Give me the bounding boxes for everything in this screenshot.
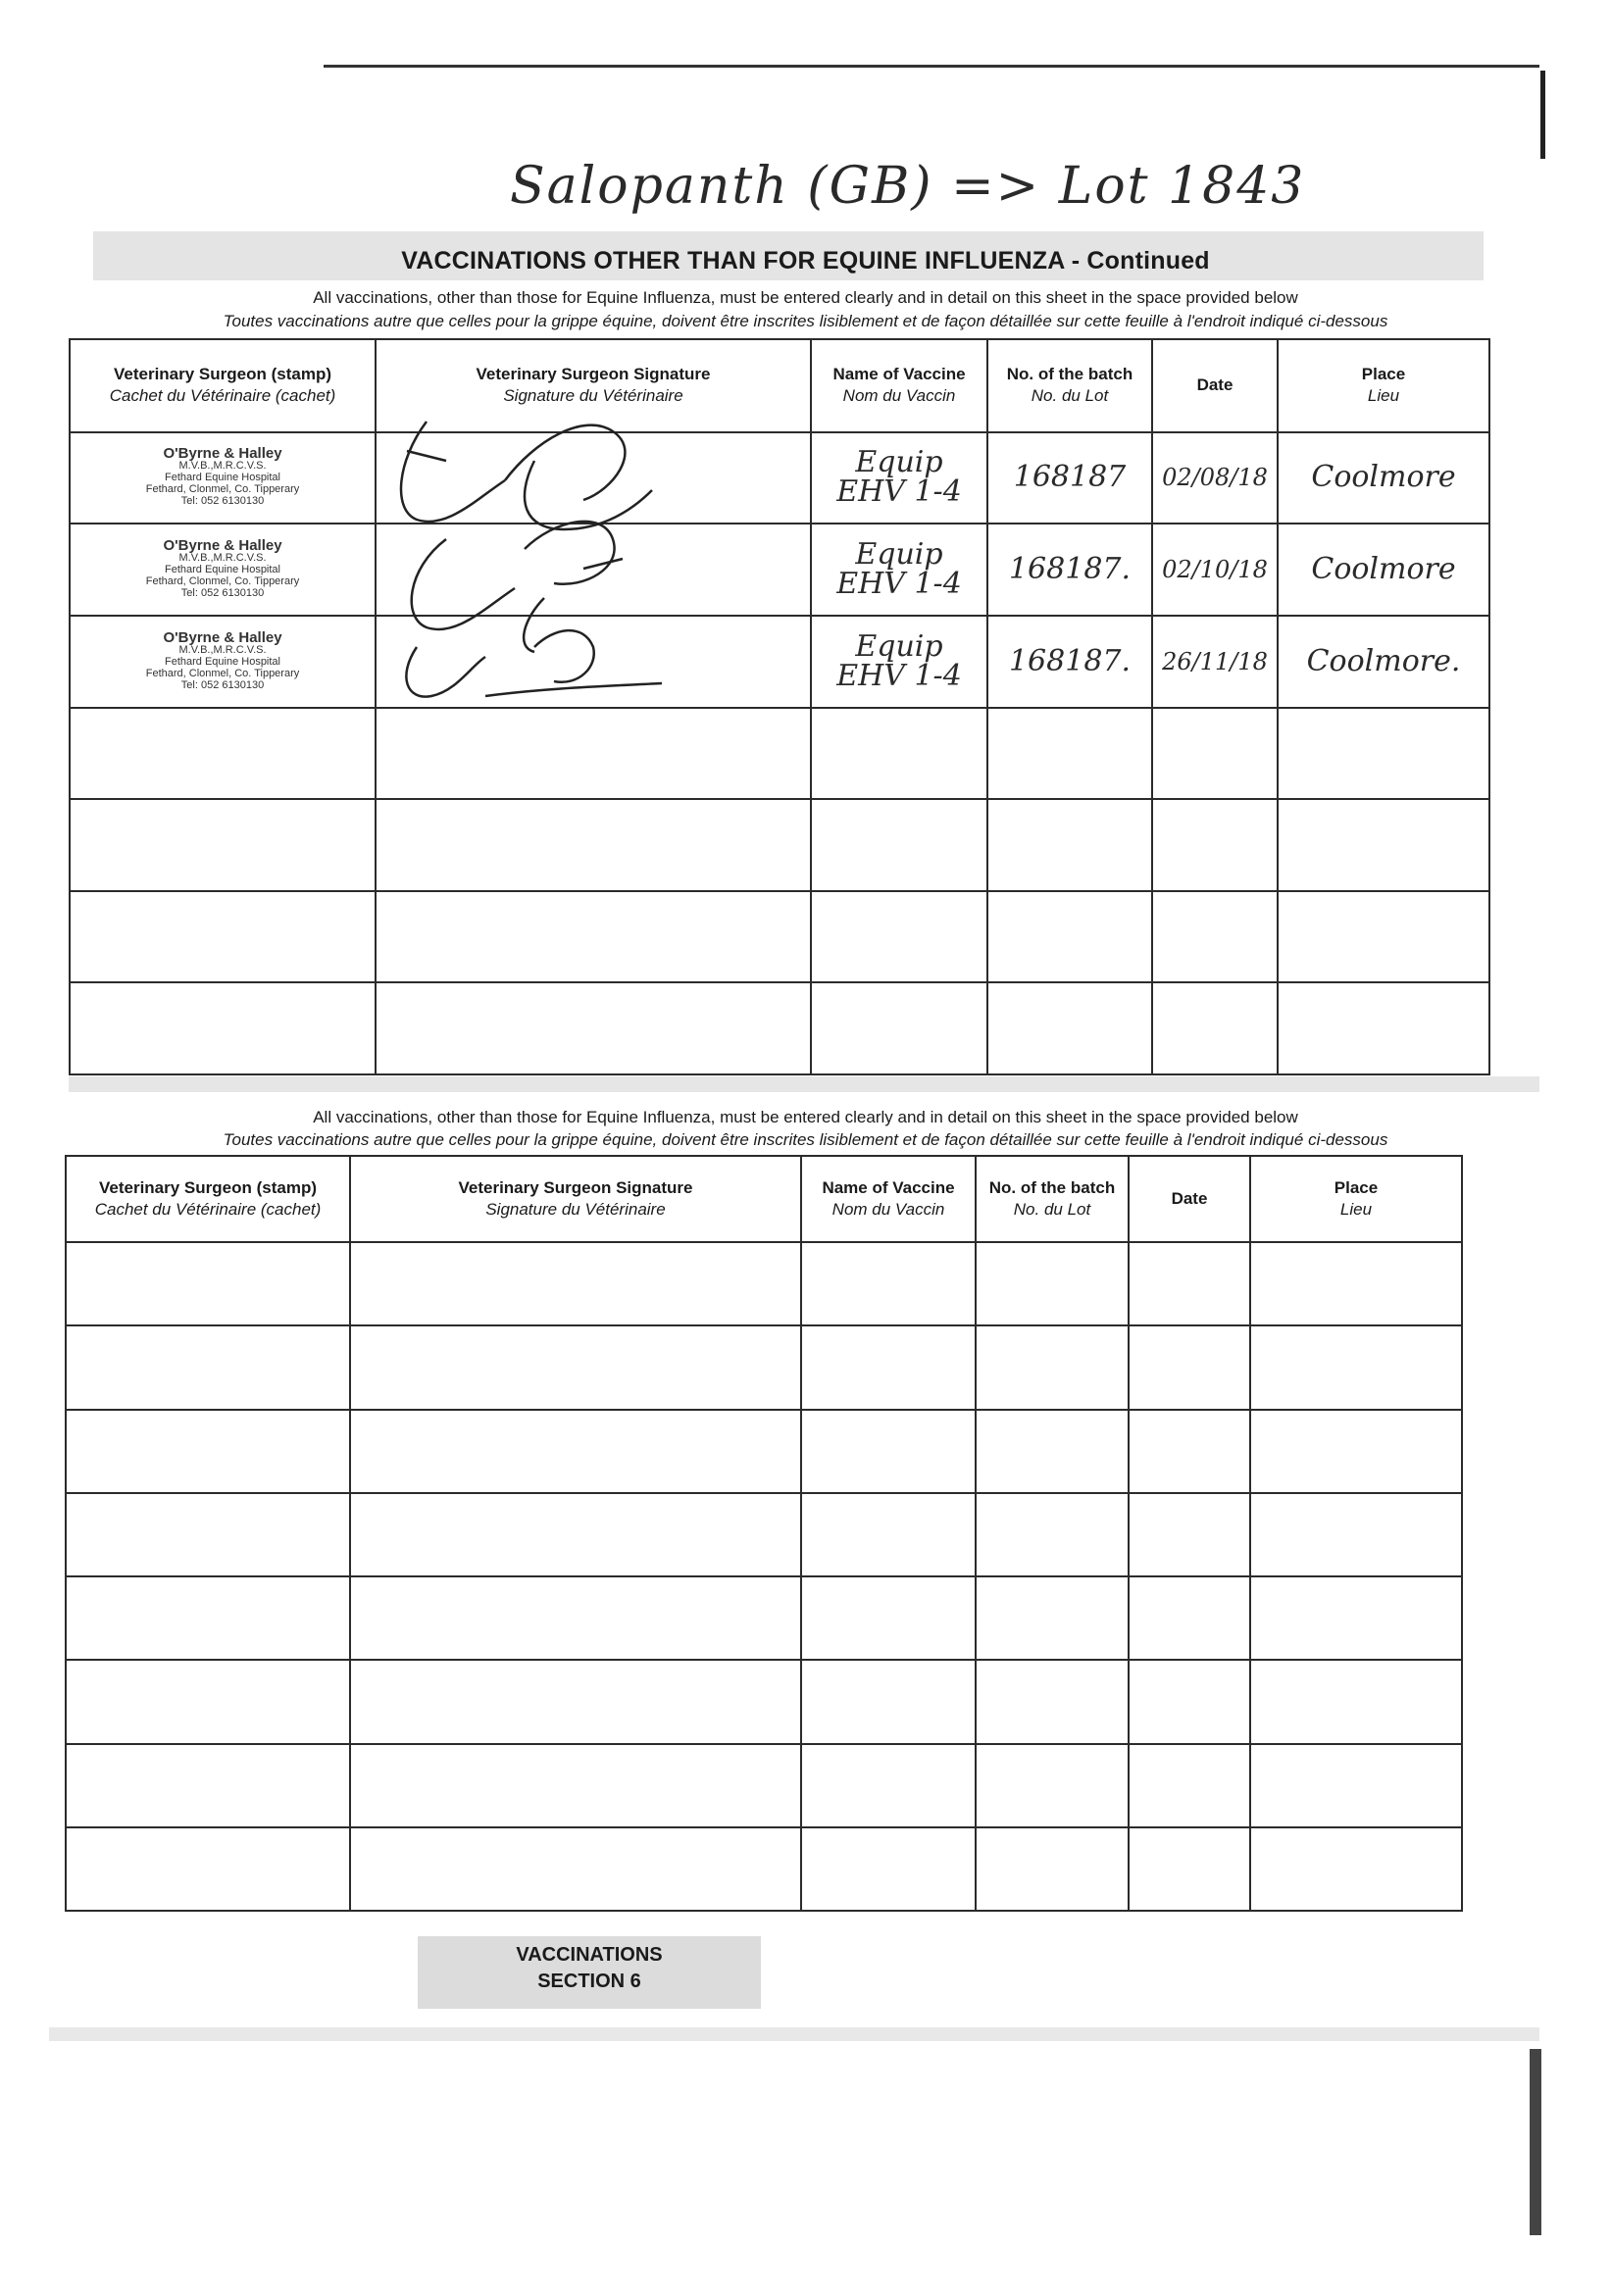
table-row [70,432,1489,524]
vaccine-cell: Equip EHV 1-4 [811,524,987,616]
stamp-cell [70,524,376,616]
empty-cell [1129,1242,1250,1325]
empty-cell [1250,1576,1462,1660]
empty-cell [1129,1827,1250,1911]
empty-cell [801,1576,976,1660]
col-stamp: Veterinary Surgeon (stamp) Cachet du Vétérinaire (cachet) [66,1156,350,1242]
empty-cell [976,1410,1129,1493]
vaccine-cell: Equip EHV 1-4 [811,432,987,524]
stamp-cell [70,616,376,708]
continued-title: VACCINATIONS OTHER THAN FOR EQUINE INFLUENZA - Continued [401,247,1210,275]
table-row [70,524,1489,616]
place-cell: Coolmore. [1278,616,1489,708]
empty-cell [1250,1744,1462,1827]
continued-intro-en: All vaccinations, other than those for Equine Influenza, must be entered clearly and in detail on this sheet in the space provided below [313,288,1298,307]
table-row [70,982,1489,1074]
empty-cell [1129,1660,1250,1743]
empty-cell [1278,799,1489,891]
table-header-row [70,339,1489,432]
empty-cell [1129,1576,1250,1660]
table-row [66,1660,1462,1743]
empty-cell [350,1576,801,1660]
empty-cell [976,1744,1129,1827]
empty-cell [801,1744,976,1827]
date-cell: 02/10/18 [1152,524,1278,616]
scan-edge-top [324,65,1539,68]
empty-cell [66,1827,350,1911]
empty-cell [811,708,987,800]
table-row [66,1493,1462,1576]
vet-stamp: O'Byrne & Halley M.V.B.,M.R.C.V.S. Fethard Equine Hospital Fethard, Clonmel, Co. Tipperary Tel: 052 6130130 [145,628,300,691]
empty-cell [801,1325,976,1409]
empty-cell [1129,1325,1250,1409]
empty-cell [1250,1325,1462,1409]
empty-cell [376,799,811,891]
date-cell: 02/08/18 [1152,432,1278,524]
empty-cell [66,1660,350,1743]
header-note: Salopanth (GB) => Lot 1843 [510,157,1306,216]
table-row [70,708,1489,800]
table-row [70,799,1489,891]
col-date: Date [1129,1156,1250,1242]
empty-cell [1152,982,1278,1074]
col-stamp: Veterinary Surgeon (stamp) Cachet du Vétérinaire (cachet) [70,339,376,432]
empty-cell [811,799,987,891]
col-signature: Veterinary Surgeon Signature Signature du Vétérinaire [350,1156,801,1242]
col-date: Date [1152,339,1278,432]
empty-cell [376,708,811,800]
empty-cell [66,1325,350,1409]
col-place: Place Lieu [1250,1156,1462,1242]
scan-edge-right [1540,71,1545,159]
vet-stamp: O'Byrne & Halley M.V.B.,M.R.C.V.S. Fethard Equine Hospital Fethard, Clonmel, Co. Tipperary Tel: 052 6130130 [145,445,300,508]
empty-cell [1250,1242,1462,1325]
empty-cell [376,982,811,1074]
empty-cell [976,1576,1129,1660]
empty-cell [1152,708,1278,800]
col-vaccine: Name of Vaccine Nom du Vaccin [801,1156,976,1242]
empty-cell [70,891,376,983]
table-row [70,891,1489,983]
col-place: Place Lieu [1278,339,1489,432]
place-cell: Coolmore [1278,524,1489,616]
empty-cell [976,1325,1129,1409]
empty-cell [801,1242,976,1325]
batch-cell: 168187 [987,432,1152,524]
empty-cell [801,1660,976,1743]
table-row [66,1576,1462,1660]
empty-cell [976,1493,1129,1576]
vaccine-cell: Equip EHV 1-4 [811,616,987,708]
empty-cell [976,1827,1129,1911]
footer-band [49,2027,1539,2041]
empty-cell [801,1827,976,1911]
empty-cell [1152,799,1278,891]
scan-edge-bottom-right [1530,2049,1541,2235]
second-vaccination-table [65,1155,1463,1912]
empty-cell [350,1493,801,1576]
second-intro-fr: Toutes vaccinations autre que celles pour la grippe équine, doivent être inscrites lisiblement et de façon détaillée sur cette feuille à l'endroit indiqué ci-dessous [223,1130,1388,1149]
empty-cell [350,1827,801,1911]
empty-cell [987,891,1152,983]
empty-cell [1129,1410,1250,1493]
empty-cell [350,1242,801,1325]
table-row [66,1827,1462,1911]
empty-cell [1129,1493,1250,1576]
section-label: VACCINATIONS SECTION 6 [418,1936,761,2009]
empty-cell [811,982,987,1074]
empty-cell [66,1493,350,1576]
batch-cell: 168187. [987,616,1152,708]
empty-cell [987,982,1152,1074]
empty-cell [811,891,987,983]
empty-cell [1278,708,1489,800]
empty-cell [987,708,1152,800]
empty-cell [1129,1744,1250,1827]
col-batch: No. of the batch No. du Lot [976,1156,1129,1242]
table-row [70,616,1489,708]
empty-cell [376,891,811,983]
empty-cell [801,1410,976,1493]
empty-cell [70,799,376,891]
vet-stamp: O'Byrne & Halley M.V.B.,M.R.C.V.S. Fethard Equine Hospital Fethard, Clonmel, Co. Tipperary Tel: 052 6130130 [145,537,300,600]
empty-cell [350,1660,801,1743]
empty-cell [987,799,1152,891]
place-cell: Coolmore [1278,432,1489,524]
empty-cell [66,1410,350,1493]
continued-vaccination-table [69,338,1490,1075]
empty-cell [70,982,376,1074]
empty-cell [350,1325,801,1409]
empty-cell [66,1242,350,1325]
second-intro-en: All vaccinations, other than those for Equine Influenza, must be entered clearly and in detail on this sheet in the space provided below [313,1108,1298,1126]
table-row [66,1744,1462,1827]
col-vaccine: Name of Vaccine Nom du Vaccin [811,339,987,432]
table-row [66,1410,1462,1493]
empty-cell [1250,1660,1462,1743]
empty-cell [350,1744,801,1827]
empty-cell [1152,891,1278,983]
empty-cell [976,1242,1129,1325]
stamp-cell [70,432,376,524]
table-row [66,1325,1462,1409]
empty-cell [350,1410,801,1493]
batch-cell: 168187. [987,524,1152,616]
empty-cell [1250,1493,1462,1576]
empty-cell [66,1744,350,1827]
col-signature: Veterinary Surgeon Signature Signature du Vétérinaire [376,339,811,432]
vet-signature-scribble [387,402,701,716]
empty-cell [66,1576,350,1660]
empty-cell [1278,891,1489,983]
empty-cell [1278,982,1489,1074]
date-cell: 26/11/18 [1152,616,1278,708]
section-divider-band [69,1076,1539,1092]
empty-cell [1250,1827,1462,1911]
col-batch: No. of the batch No. du Lot [987,339,1152,432]
empty-cell [70,708,376,800]
empty-cell [976,1660,1129,1743]
table-row [66,1242,1462,1325]
table-header-row [66,1156,1462,1242]
continued-intro-fr: Toutes vaccinations autre que celles pour la grippe équine, doivent être inscrites lisiblement et de façon détaillée sur cette feuille à l'endroit indiqué ci-dessous [223,312,1388,330]
empty-cell [801,1493,976,1576]
empty-cell [1250,1410,1462,1493]
